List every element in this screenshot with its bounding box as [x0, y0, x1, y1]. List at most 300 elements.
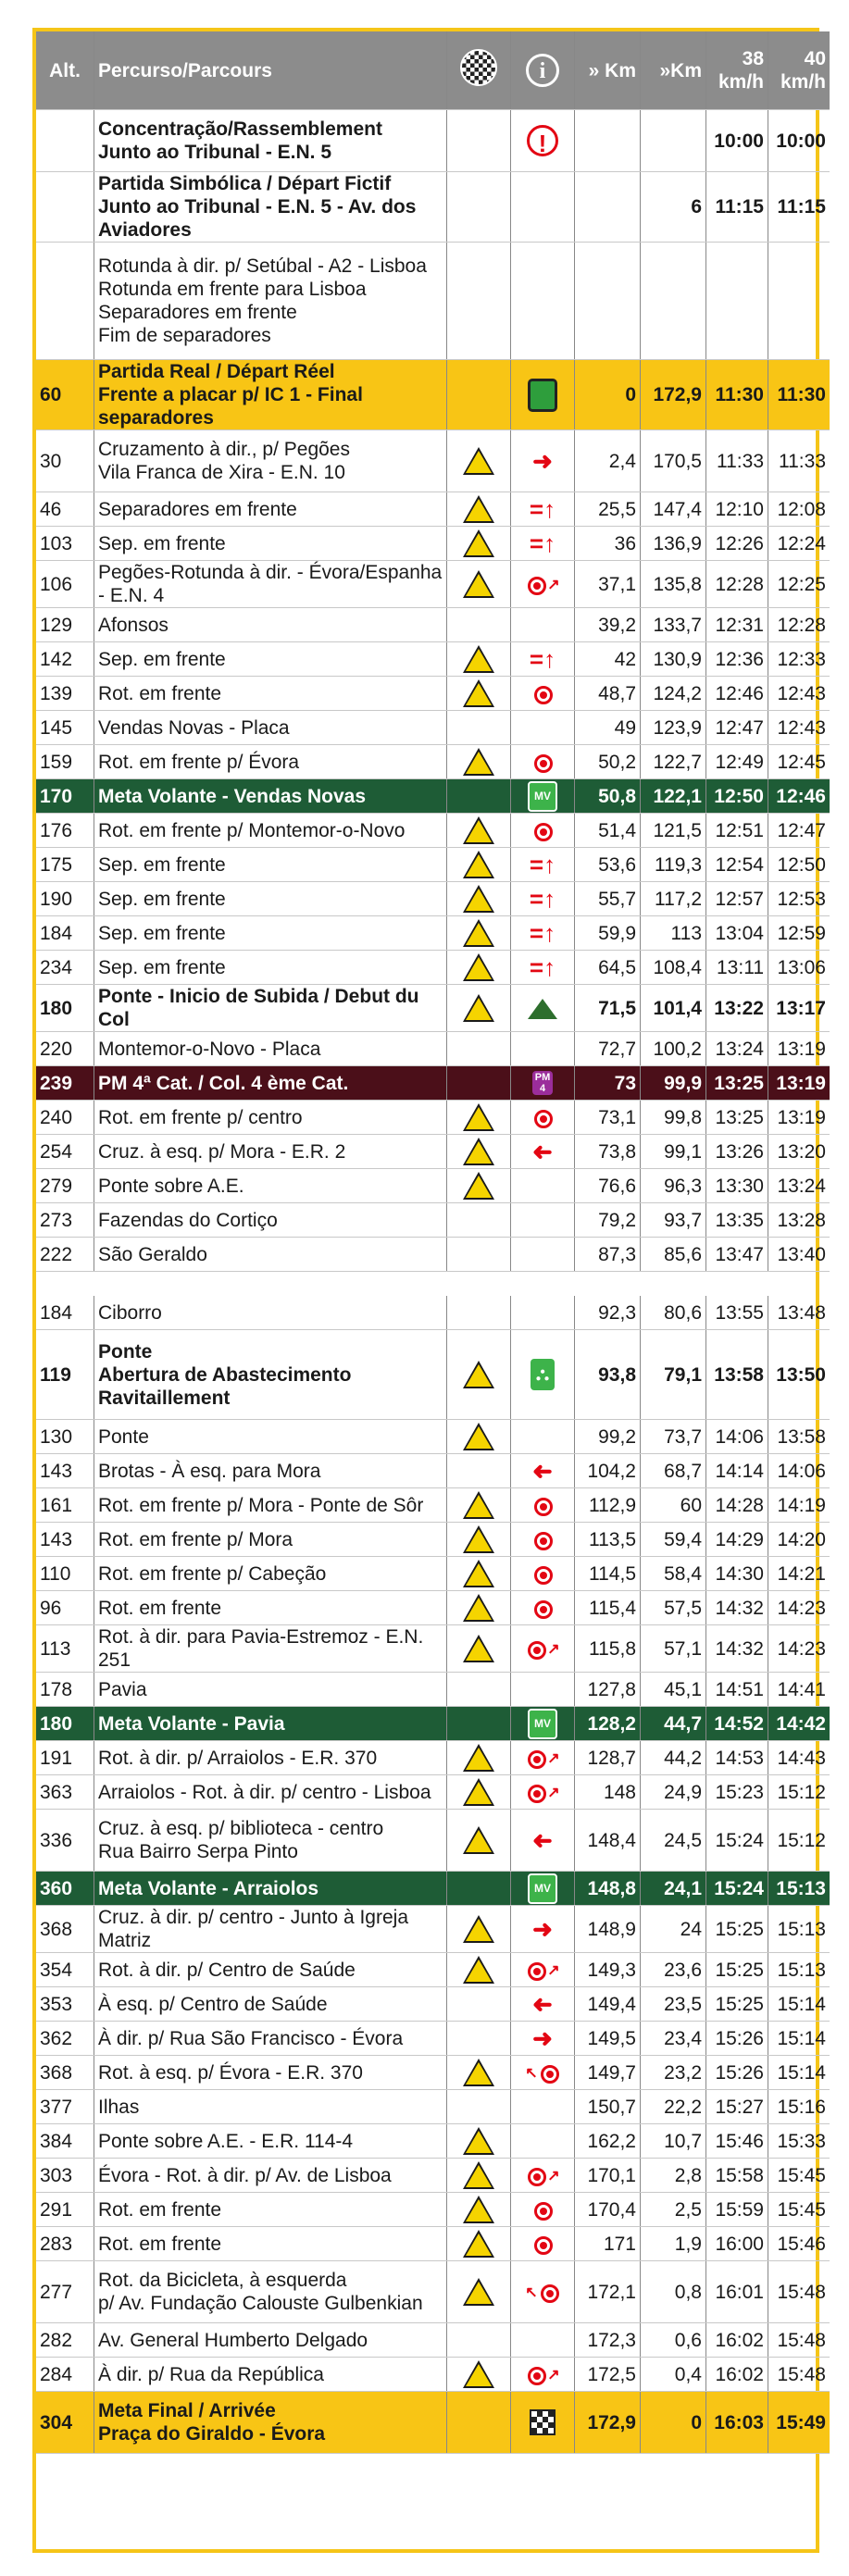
warning-icon	[463, 2360, 494, 2388]
altitude-cell: 184	[36, 916, 94, 951]
info-cell: ↗	[511, 1953, 575, 1987]
warning-icon	[463, 645, 494, 673]
route-line: Ciborro	[98, 1301, 162, 1324]
col-route: Percurso/Parcours	[94, 31, 447, 110]
info-cell	[511, 2090, 575, 2124]
table-row	[36, 360, 830, 430]
info-cell	[511, 1238, 575, 1272]
route-cell	[94, 430, 447, 492]
route-line: Separadores em frente	[98, 498, 297, 520]
warning-cell	[447, 2090, 511, 2124]
warning-icon	[463, 953, 494, 981]
altitude-cell: 106	[36, 561, 94, 608]
info-cell	[511, 1032, 575, 1066]
altitude-cell: 142	[36, 642, 94, 677]
table-row	[36, 172, 830, 243]
time-40-cell: 15:13	[768, 1953, 830, 1987]
route-line: Rotunda em frente para Lisboa	[98, 279, 367, 300]
route-line: Arraiolos - Rot. à dir. p/ centro - Lisboa	[98, 1781, 431, 1803]
route-cell	[94, 2358, 447, 2392]
info-cell	[511, 430, 575, 492]
left-arrow-icon: ➜	[532, 1456, 553, 1485]
km-remaining-cell: 23,2	[641, 2056, 706, 2090]
info-cell	[511, 745, 575, 779]
separator-straight-icon: =↑	[529, 850, 556, 878]
warning-icon	[463, 1423, 494, 1450]
route-line: Ponte	[98, 1425, 149, 1448]
time-38-cell: 16:02	[706, 2323, 768, 2358]
warning-cell	[447, 677, 511, 711]
route-cell	[94, 1238, 447, 1272]
km-covered-cell: 171	[575, 2227, 641, 2261]
time-38-cell: 13:11	[706, 951, 768, 985]
time-40-cell: 14:23	[768, 1591, 830, 1625]
route-cell	[94, 1066, 447, 1101]
route-cell	[94, 745, 447, 779]
mv-icon: MV	[528, 1709, 557, 1739]
time-38-cell: 15:26	[706, 2056, 768, 2090]
warning-cell	[447, 360, 511, 430]
table-row	[36, 2056, 830, 2090]
warning-icon	[463, 1915, 494, 1943]
table-row	[36, 1488, 830, 1523]
route-line: Vila Franca de Xira - E.N. 10	[98, 462, 345, 483]
warning-cell	[447, 916, 511, 951]
time-40-cell: 13:28	[768, 1203, 830, 1238]
warning-icon	[463, 570, 494, 598]
time-40-cell: 13:17	[768, 985, 830, 1032]
mv-icon: MV	[528, 1873, 557, 1904]
warning-icon	[463, 1744, 494, 1772]
km-remaining-cell: 57,1	[641, 1625, 706, 1673]
route-line: Meta Final / Arrivée	[98, 2400, 276, 2421]
km-covered-cell: 112,9	[575, 1488, 641, 1523]
left-arrow-icon: ➜	[532, 1989, 553, 2018]
table-row	[36, 2261, 830, 2323]
time-40-cell: 14:06	[768, 1454, 830, 1488]
time-38-cell: 14:53	[706, 1741, 768, 1775]
time-40-cell: 12:43	[768, 711, 830, 745]
altitude-cell: 222	[36, 1238, 94, 1272]
time-38-cell: 12:36	[706, 642, 768, 677]
warning-icon	[463, 1956, 494, 1984]
altitude-cell: 130	[36, 1420, 94, 1454]
altitude-cell: 96	[36, 1591, 94, 1625]
km-remaining-cell: 44,7	[641, 1707, 706, 1741]
route-line: Rot. em frente p/ Mora - Ponte de Sôr	[98, 1494, 424, 1516]
time-38-cell: 12:31	[706, 608, 768, 642]
km-covered-cell: 64,5	[575, 951, 641, 985]
km-covered-cell: 55,7	[575, 882, 641, 916]
km-covered-cell: 113,5	[575, 1523, 641, 1557]
km-remaining-cell: 23,4	[641, 2022, 706, 2056]
route-cell	[94, 527, 447, 561]
roundabout-straight-icon	[531, 1104, 554, 1130]
warning-cell	[447, 1741, 511, 1775]
km-covered-cell: 128,7	[575, 1741, 641, 1775]
route-cell	[94, 492, 447, 527]
route-line: Ilhas	[98, 2096, 140, 2118]
km-covered-cell: 148,8	[575, 1872, 641, 1906]
altitude-cell	[36, 110, 94, 172]
table-row	[36, 677, 830, 711]
time-40-cell: 12:33	[768, 642, 830, 677]
km-covered-cell: 115,4	[575, 1591, 641, 1625]
route-line: Rot. à dir. p/ Arraiolos - E.R. 370	[98, 1747, 378, 1769]
time-40-cell: 15:48	[768, 2358, 830, 2392]
info-cell	[511, 608, 575, 642]
km-remaining-cell: 0,8	[641, 2261, 706, 2323]
km-covered-cell: 51,4	[575, 814, 641, 848]
warning-icon	[463, 1172, 494, 1200]
time-38-cell: 14:30	[706, 1557, 768, 1591]
km-covered-cell: 0	[575, 360, 641, 430]
time-38-cell: 15:24	[706, 1810, 768, 1872]
route-line: Sep. em frente	[98, 532, 226, 554]
route-line: Ravitaillement	[98, 1387, 231, 1409]
table-header	[36, 31, 830, 110]
km-remaining-cell: 23,5	[641, 1987, 706, 2022]
warning-cell	[447, 1906, 511, 1953]
route-cell	[94, 814, 447, 848]
time-38-cell: 13:26	[706, 1135, 768, 1169]
km-remaining-cell: 73,7	[641, 1420, 706, 1454]
time-40-cell: 13:19	[768, 1066, 830, 1101]
km-remaining-cell: 147,4	[641, 492, 706, 527]
time-38-cell: 13:55	[706, 1296, 768, 1330]
km-remaining-cell	[641, 110, 706, 172]
km-remaining-cell: 136,9	[641, 527, 706, 561]
warning-cell	[447, 2358, 511, 2392]
time-38-cell: 13:35	[706, 1203, 768, 1238]
km-remaining-cell: 108,4	[641, 951, 706, 985]
km-remaining-cell: 1,9	[641, 2227, 706, 2261]
warning-cell	[447, 2392, 511, 2454]
table-row	[36, 642, 830, 677]
km-covered-cell: 150,7	[575, 2090, 641, 2124]
time-38-cell: 14:32	[706, 1625, 768, 1673]
warning-cell	[447, 642, 511, 677]
time-38-cell: 12:54	[706, 848, 768, 882]
route-line: Pavia	[98, 1678, 147, 1700]
altitude-cell: 170	[36, 779, 94, 814]
warning-cell	[447, 1810, 511, 1872]
info-cell	[511, 1523, 575, 1557]
time-38-cell: 12:46	[706, 677, 768, 711]
table-row	[36, 608, 830, 642]
route-line: Sep. em frente	[98, 956, 226, 978]
route-cell	[94, 1330, 447, 1420]
km-remaining-cell: 68,7	[641, 1454, 706, 1488]
altitude-cell	[36, 243, 94, 360]
km-covered-cell: 172,1	[575, 2261, 641, 2323]
route-sheet	[32, 28, 826, 2553]
route-cell	[94, 110, 447, 172]
table-row	[36, 2227, 830, 2261]
km-covered-cell: 104,2	[575, 1454, 641, 1488]
warning-icon	[463, 1635, 494, 1662]
route-line: Concentração/Rassemblement	[98, 118, 382, 140]
warning-icon	[463, 2059, 494, 2086]
info-cell	[511, 711, 575, 745]
route-cell	[94, 1135, 447, 1169]
km-covered-cell: 148,4	[575, 1810, 641, 1872]
info-cell	[511, 1872, 575, 1906]
time-38-cell: 14:28	[706, 1488, 768, 1523]
time-38-cell: 15:23	[706, 1775, 768, 1810]
km-remaining-cell: 2,8	[641, 2159, 706, 2193]
time-40-cell: 13:19	[768, 1032, 830, 1066]
route-line: Meta Volante - Vendas Novas	[98, 785, 367, 807]
table-row	[36, 1673, 830, 1707]
start-flag-icon	[528, 379, 557, 412]
warning-icon	[463, 748, 494, 776]
info-cell	[511, 172, 575, 243]
route-line: Fim de separadores	[98, 325, 271, 346]
km-covered-cell	[575, 110, 641, 172]
time-38-cell: 14:06	[706, 1420, 768, 1454]
col-km-covered: » Km	[575, 31, 641, 110]
info-cell	[511, 2022, 575, 2056]
route-line: Rua Bairro Serpa Pinto	[98, 1841, 298, 1862]
warning-cell	[447, 2323, 511, 2358]
route-cell	[94, 2056, 447, 2090]
time-40-cell: 13:40	[768, 1238, 830, 1272]
warning-icon	[463, 919, 494, 947]
alert-icon: !	[527, 125, 558, 156]
km-covered-cell: 76,6	[575, 1169, 641, 1203]
route-cell	[94, 243, 447, 360]
route-cell	[94, 779, 447, 814]
km-remaining-cell: 6	[641, 172, 706, 243]
time-40-cell: 14:23	[768, 1625, 830, 1673]
altitude-cell: 110	[36, 1557, 94, 1591]
route-line: Frente a placar p/ IC 1 - Final separadores	[98, 384, 363, 429]
info-cell: ↗	[511, 1625, 575, 1673]
time-40-cell: 13:58	[768, 1420, 830, 1454]
warning-cell	[447, 1872, 511, 1906]
warning-cell	[447, 1238, 511, 1272]
table-row	[36, 2358, 830, 2392]
time-38-cell: 15:25	[706, 1987, 768, 2022]
time-40-cell: 12:59	[768, 916, 830, 951]
route-cell	[94, 1557, 447, 1591]
altitude-cell: 178	[36, 1673, 94, 1707]
info-cell	[511, 1987, 575, 2022]
time-40-cell: 12:25	[768, 561, 830, 608]
route-line: Rot. à dir. p/ Centro de Saúde	[98, 1959, 356, 1981]
warning-icon	[463, 2230, 494, 2258]
feed-zone-icon: ⛬	[531, 1359, 555, 1390]
info-cell	[511, 814, 575, 848]
km-covered-cell: 37,1	[575, 561, 641, 608]
warning-cell	[447, 561, 511, 608]
altitude-cell: 277	[36, 2261, 94, 2323]
info-cell	[511, 2323, 575, 2358]
info-cell	[511, 2227, 575, 2261]
route-line: À dir. p/ Rua da República	[98, 2363, 324, 2385]
km-remaining-cell: 10,7	[641, 2124, 706, 2159]
time-40-cell: 13:24	[768, 1169, 830, 1203]
warning-cell	[447, 1330, 511, 1420]
table-row	[36, 2022, 830, 2056]
info-cell	[511, 2124, 575, 2159]
route-line: Brotas - À esq. para Mora	[98, 1460, 321, 1482]
altitude-cell: 279	[36, 1169, 94, 1203]
time-40-cell: 12:45	[768, 745, 830, 779]
route-cell	[94, 1591, 447, 1625]
km-remaining-cell: 122,1	[641, 779, 706, 814]
route-line: Ponte - Inicio de Subida / Debut du Col	[98, 986, 419, 1030]
altitude-cell: 353	[36, 1987, 94, 2022]
time-40-cell: 13:19	[768, 1101, 830, 1135]
km-covered-cell: 25,5	[575, 492, 641, 527]
info-cell: ↗	[511, 1775, 575, 1810]
route-cell	[94, 1523, 447, 1557]
route-line: Meta Volante - Pavia	[98, 1712, 285, 1735]
altitude-cell: 384	[36, 2124, 94, 2159]
warning-icon	[463, 1138, 494, 1165]
table-row	[36, 2193, 830, 2227]
altitude-cell: 303	[36, 2159, 94, 2193]
time-38-cell: 13:25	[706, 1101, 768, 1135]
info-cell	[511, 642, 575, 677]
altitude-cell: 190	[36, 882, 94, 916]
roundabout-right-icon	[525, 1957, 547, 1983]
info-cell	[511, 1420, 575, 1454]
route-cell	[94, 1810, 447, 1872]
route-cell	[94, 1454, 447, 1488]
altitude-cell	[36, 172, 94, 243]
table-row	[36, 711, 830, 745]
time-38-cell: 11:15	[706, 172, 768, 243]
warning-icon	[463, 1525, 494, 1553]
altitude-cell: 240	[36, 1101, 94, 1135]
time-38-cell: 12:28	[706, 561, 768, 608]
table-row	[36, 1953, 830, 1987]
route-cell	[94, 1203, 447, 1238]
km-remaining-cell: 23,6	[641, 1953, 706, 1987]
warning-icon	[463, 447, 494, 475]
time-38-cell: 16:02	[706, 2358, 768, 2392]
km-covered-cell: 53,6	[575, 848, 641, 882]
info-cell: ↗	[511, 2358, 575, 2392]
km-remaining-cell: 0,4	[641, 2358, 706, 2392]
warning-icon	[463, 994, 494, 1022]
warning-icon	[463, 529, 494, 557]
warning-icon	[463, 2161, 494, 2189]
info-cell	[511, 1673, 575, 1707]
separator-straight-icon: =↑	[529, 918, 556, 947]
route-line: Sep. em frente	[98, 853, 226, 876]
warning-cell	[447, 951, 511, 985]
time-38-cell	[706, 243, 768, 360]
route-cell	[94, 1987, 447, 2022]
time-40-cell: 14:42	[768, 1707, 830, 1741]
table-row	[36, 814, 830, 848]
warning-cell	[447, 2193, 511, 2227]
table-row	[36, 745, 830, 779]
altitude-cell: 291	[36, 2193, 94, 2227]
route-line: Sep. em frente	[98, 888, 226, 910]
time-40-cell: 14:43	[768, 1741, 830, 1775]
km-remaining-cell: 0,6	[641, 2323, 706, 2358]
right-arrow-icon: ➜	[532, 1914, 553, 1943]
time-38-cell: 15:26	[706, 2022, 768, 2056]
km-remaining-cell: 135,8	[641, 561, 706, 608]
roundabout-right-icon	[525, 1779, 547, 1805]
time-38-cell: 12:49	[706, 745, 768, 779]
route-cell	[94, 2159, 447, 2193]
time-38-cell: 13:58	[706, 1330, 768, 1420]
km-covered-cell: 148	[575, 1775, 641, 1810]
km-covered-cell: 48,7	[575, 677, 641, 711]
table-row	[36, 243, 830, 360]
km-covered-cell: 87,3	[575, 1238, 641, 1272]
altitude-cell: 368	[36, 2056, 94, 2090]
warning-cell	[447, 1953, 511, 1987]
altitude-cell: 239	[36, 1066, 94, 1101]
time-38-cell: 13:24	[706, 1032, 768, 1066]
route-cell	[94, 608, 447, 642]
altitude-cell: 113	[36, 1625, 94, 1673]
info-cell	[511, 951, 575, 985]
time-38-cell: 13:30	[706, 1169, 768, 1203]
route-cell	[94, 172, 447, 243]
info-cell	[511, 1454, 575, 1488]
km-remaining-cell: 44,2	[641, 1741, 706, 1775]
route-line: À esq. p/ Centro de Saúde	[98, 1993, 328, 2015]
km-remaining-cell: 93,7	[641, 1203, 706, 1238]
table-row	[36, 1810, 830, 1872]
altitude-cell: 143	[36, 1523, 94, 1557]
time-38-cell: 15:58	[706, 2159, 768, 2193]
route-line: Rot. à esq. p/ Évora - E.R. 370	[98, 2061, 363, 2084]
warning-cell	[447, 848, 511, 882]
route-cell	[94, 2124, 447, 2159]
col-km-remaining: »Km	[641, 31, 706, 110]
warning-cell	[447, 711, 511, 745]
time-38-cell: 11:30	[706, 360, 768, 430]
altitude-cell: 254	[36, 1135, 94, 1169]
km-remaining-cell: 58,4	[641, 1557, 706, 1591]
roundabout-straight-icon	[531, 2231, 554, 2257]
warning-cell	[447, 1169, 511, 1203]
warning-icon	[463, 1103, 494, 1131]
route-line: Rot. da Bicicleta, à esquerda	[98, 2270, 347, 2291]
info-cell	[511, 1169, 575, 1203]
table-row	[36, 1169, 830, 1203]
time-38-cell: 12:26	[706, 527, 768, 561]
time-40-cell: 11:33	[768, 430, 830, 492]
route-cell	[94, 2090, 447, 2124]
pm4-icon: PM 4	[532, 1071, 554, 1095]
km-remaining-cell: 123,9	[641, 711, 706, 745]
warning-cell	[447, 1203, 511, 1238]
route-cell	[94, 1775, 447, 1810]
route-cell	[94, 985, 447, 1032]
km-covered-cell: 172,9	[575, 2392, 641, 2454]
info-cell	[511, 882, 575, 916]
km-covered-cell: 162,2	[575, 2124, 641, 2159]
km-covered-cell	[575, 243, 641, 360]
km-covered-cell: 2,4	[575, 430, 641, 492]
warning-cell	[447, 2022, 511, 2056]
km-covered-cell: 92,3	[575, 1296, 641, 1330]
table-row	[36, 1625, 830, 1673]
route-line: Sep. em frente	[98, 648, 226, 670]
warning-icon	[463, 851, 494, 878]
